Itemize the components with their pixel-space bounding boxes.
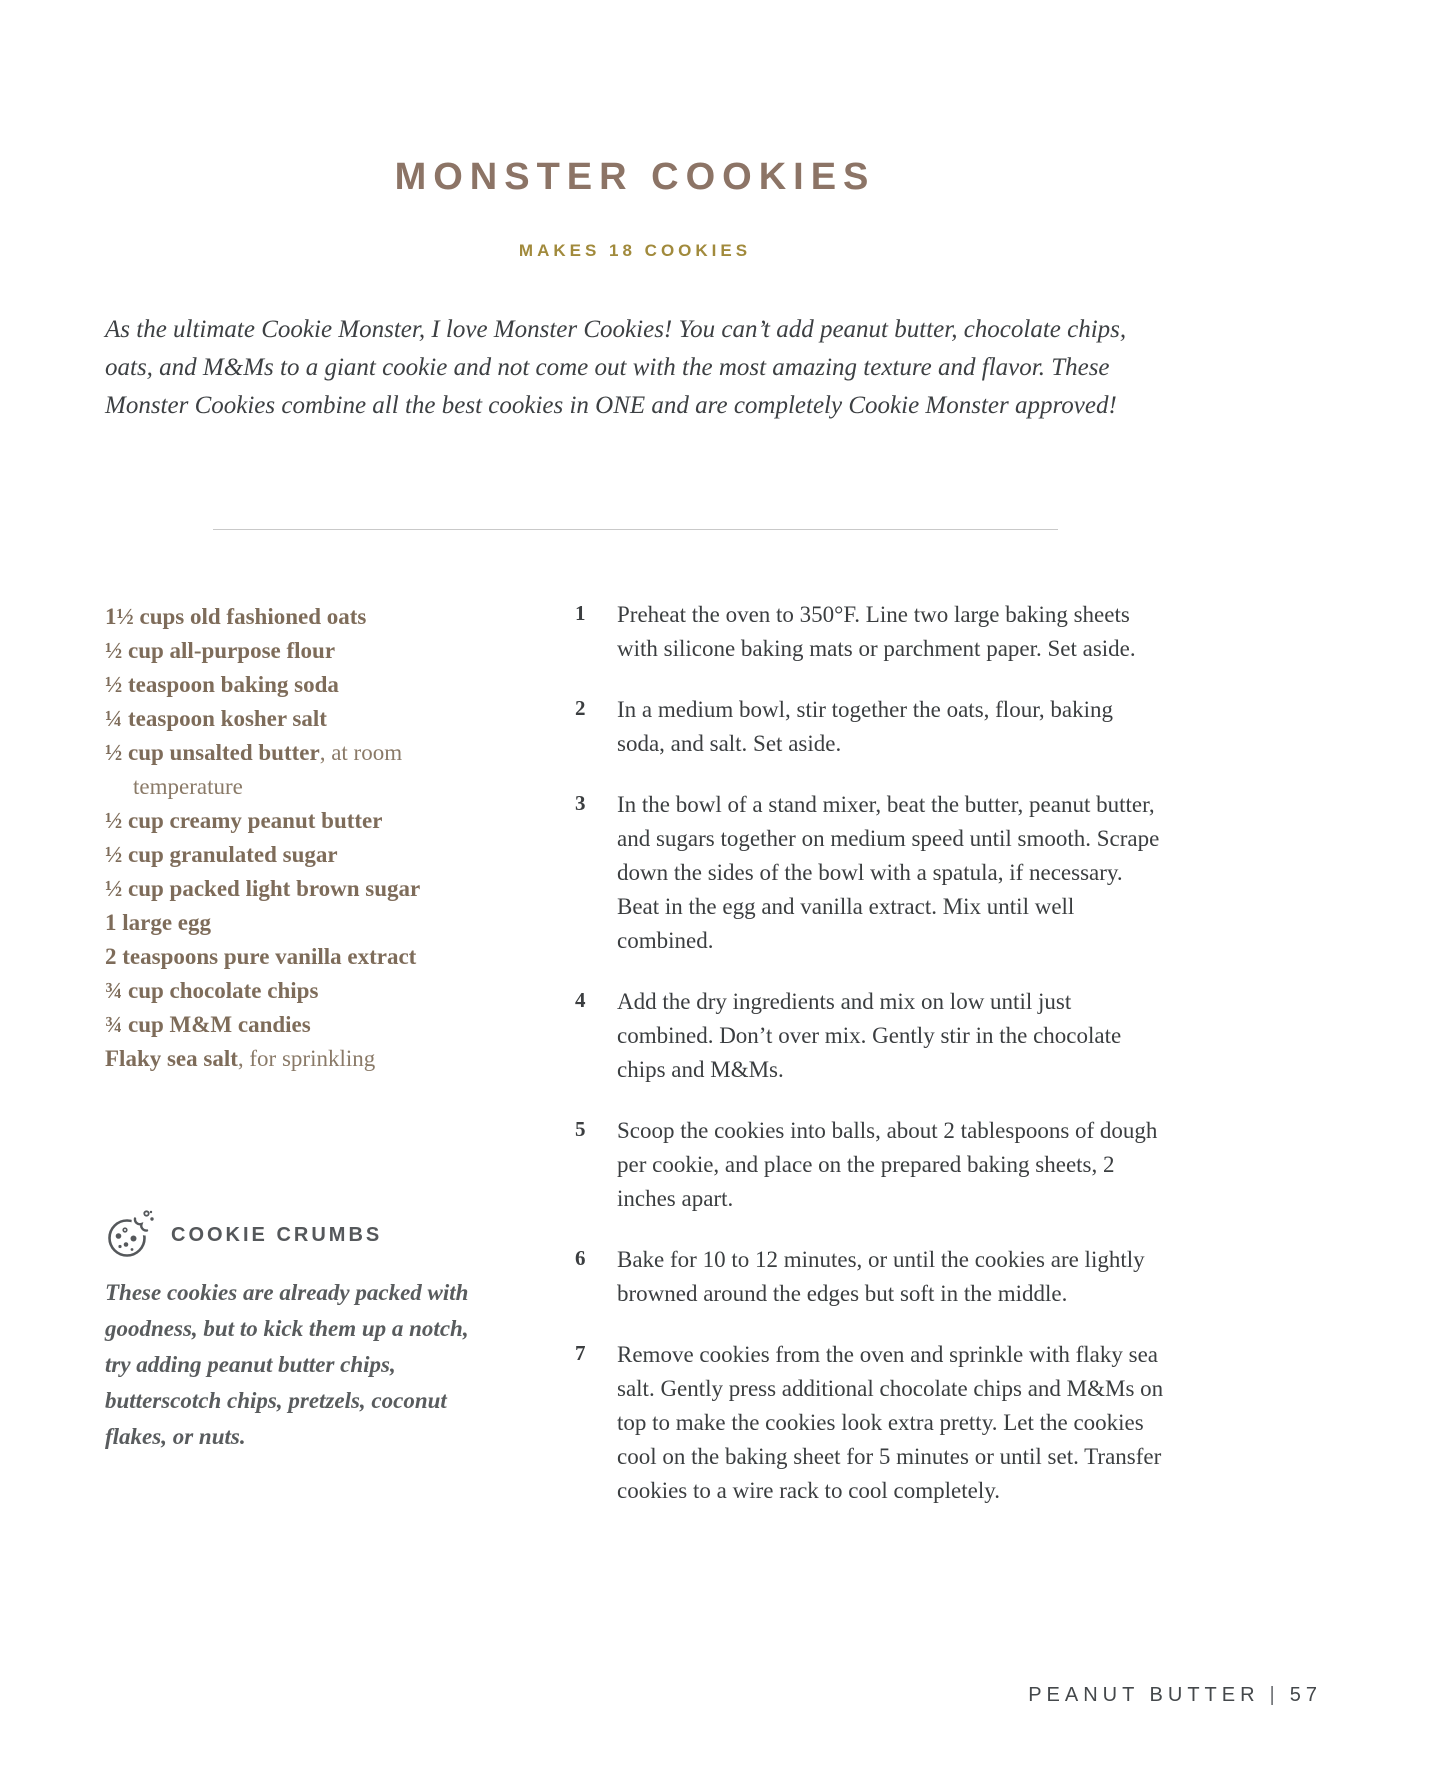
recipe-header xyxy=(105,0,1165,261)
step-row xyxy=(575,1338,1165,1508)
recipe-body xyxy=(105,600,1165,1535)
page-footer xyxy=(1028,1684,1322,1707)
step-number: 5 xyxy=(575,1117,586,1141)
steps-list xyxy=(575,598,1165,1535)
ingredient-item: ½ cup packed light brown sugar xyxy=(105,876,421,901)
ingredient-item: ¾ cup chocolate chips xyxy=(105,978,319,1003)
step-row xyxy=(575,598,1165,666)
step-row xyxy=(575,1243,1165,1311)
ingredient-item: Flaky sea salt, for sprinkling xyxy=(105,1046,376,1071)
step-number: 7 xyxy=(575,1341,586,1365)
ingredient-item: ½ cup all-purpose flour xyxy=(105,638,336,663)
footer-separator: | xyxy=(1269,1684,1280,1706)
ingredient-item: ½ teaspoon baking soda xyxy=(105,672,339,697)
step-number: 1 xyxy=(575,601,586,625)
step-row xyxy=(575,985,1165,1087)
step-number: 6 xyxy=(575,1246,586,1270)
cookie-icon xyxy=(105,1209,155,1261)
step-text: Add the dry ingredients and mix on low until just combined. Don’t over mix. Gently stir in the chocolate chips and M&Ms. xyxy=(617,989,1122,1082)
step-number: 4 xyxy=(575,988,586,1012)
footer-page-number: 57 xyxy=(1289,1684,1322,1706)
ingredient-item: 2 teaspoons pure vanilla extract xyxy=(105,944,417,969)
cookie-crumbs-note xyxy=(105,1209,503,1455)
step-text: In a medium bowl, stir together the oats, flour, baking soda, and salt. Set aside. xyxy=(617,697,1114,756)
step-text: Preheat the oven to 350°F. Line two large baking sheets with silicone baking mats or parchment paper. Set aside. xyxy=(617,602,1136,661)
page-title: MONSTER COOKIES xyxy=(394,156,876,198)
section-divider xyxy=(213,529,1058,530)
step-row xyxy=(575,788,1165,958)
note-heading: COOKIE CRUMBS xyxy=(171,1224,383,1246)
ingredient-item: ¼ teaspoon kosher salt xyxy=(105,706,327,731)
ingredient-item: ½ cup unsalted butter, at room temperature xyxy=(105,740,403,799)
ingredient-item: ½ cup granulated sugar xyxy=(105,842,338,867)
ingredient-item: 1 large egg xyxy=(105,910,212,935)
content-column xyxy=(105,0,1165,1535)
step-text: Scoop the cookies into balls, about 2 tablespoons of dough per cookie, and place on the prepared baking sheets, 2 inches apart. xyxy=(617,1118,1158,1211)
intro-paragraph: As the ultimate Cookie Monster, I love Monster Cookies! You can’t add peanut butter, chocolate chips, oats, and M&Ms to a giant cookie and not come out with the most amazing texture and flavor. These Monster Cookies combine all the best cookies in ONE and are completely Cookie Monster approved! xyxy=(105,316,1127,419)
step-number: 3 xyxy=(575,791,586,815)
yield-line: MAKES 18 COOKIES xyxy=(518,241,752,260)
ingredient-item: ½ cup creamy peanut butter xyxy=(105,808,383,833)
step-text: Remove cookies from the oven and sprinkle with flaky sea salt. Gently press additional chocolate chips and M&Ms on top to make the cookies look extra pretty. Let the cookies cool on the baking sheet for 5 minutes or until set. Transfer cookies to a wire rack to cool completely. xyxy=(617,1342,1164,1503)
step-text: Bake for 10 to 12 minutes, or until the cookies are lightly browned around the edges but soft in the middle. xyxy=(617,1247,1145,1306)
step-row xyxy=(575,693,1165,761)
ingredient-item: ¾ cup M&M candies xyxy=(105,1012,311,1037)
ingredient-item: 1½ cups old fashioned oats xyxy=(105,604,367,629)
step-number: 2 xyxy=(575,696,586,720)
step-row xyxy=(575,1114,1165,1216)
ingredients-list xyxy=(105,600,503,1535)
note-header xyxy=(105,1209,490,1261)
step-text: In the bowl of a stand mixer, beat the butter, peanut butter, and sugars together on medium speed until smooth. Scrape down the sides of the bowl with a spatula, if necessary. Beat in the egg and vanilla extract. Mix until well combined. xyxy=(617,792,1160,953)
footer-section-label: PEANUT BUTTER xyxy=(1028,1684,1260,1706)
note-text: These cookies are already packed with goodness, but to kick them up a notch, try adding peanut butter chips, butterscotch chips, pretzels, coconut flakes, or nuts. xyxy=(105,1280,469,1449)
